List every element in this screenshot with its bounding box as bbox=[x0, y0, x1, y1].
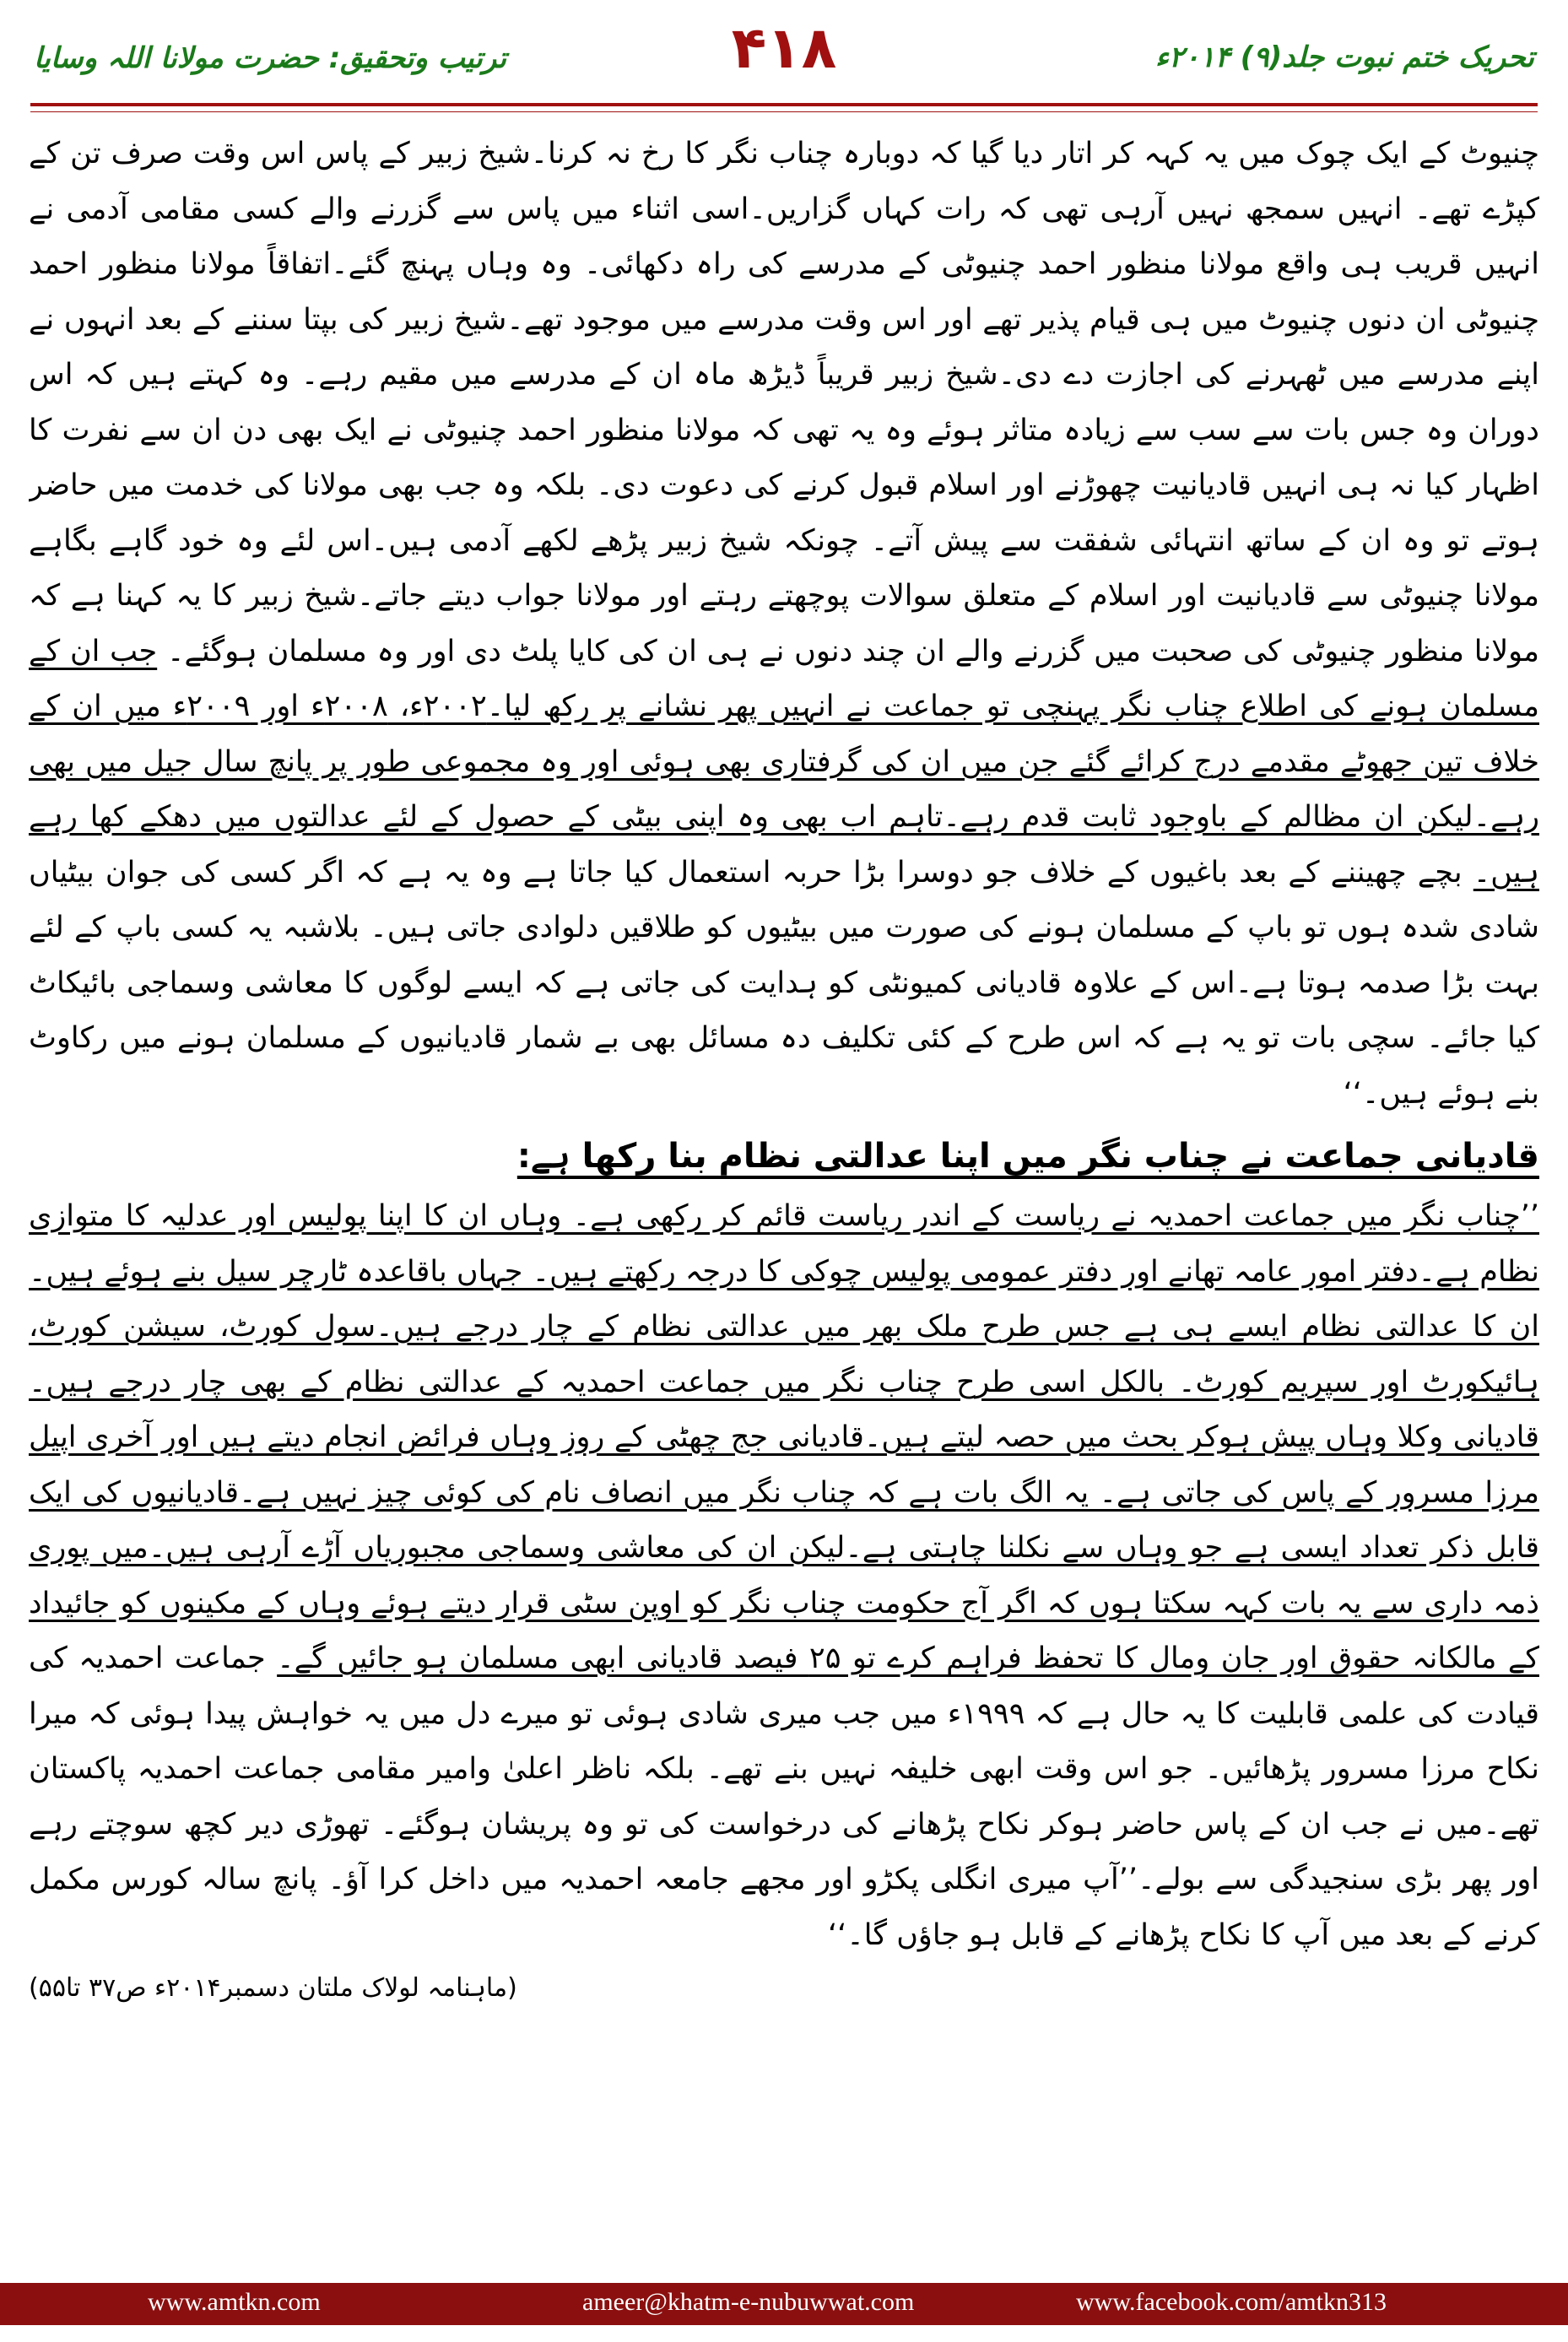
paragraph-1-text: چنیوٹ کے ایک چوک میں یہ کہہ کر اتار دیا گیا کہ دوبارہ چناب نگر کا رخ نہ کرنا۔شیخ زبیر کے پاس اس وقت صرف تن کے کپڑے تھے۔ انہیں سمجھ نہیں آرہی تھی کہ رات کہاں گزاریں۔اسی اثناء میں پاس سے گزرنے والے کسی مقامی آدمی نے انہیں قریب ہی واقع مولانا منظور احمد چنیوٹی کے مدرسے کی راہ دکھائی۔ وہ وہاں پہنچ گئے۔اتفاقاً مولانا منظور احمد چنیوٹی ان دنوں چنیوٹ میں ہی قیام پذیر تھے اور اس وقت مدرسے میں موجود تھے۔شیخ زبیر کی بپتا سننے کے بعد انہوں نے اپنے مدرسے میں ٹھہرنے کی اجازت دے دی۔شیخ زبیر قریباً ڈیڑھ ماہ ان کے مدرسے میں مقیم رہے۔ وہ کہتے ہیں کہ اس دوران وہ جس بات سے سب سے زیادہ متاثر ہوئے وہ یہ تھی کہ مولانا منظور احمد چنیوٹی نے ایک بھی دن ان سے نفرت کا اظہار کیا نہ ہی انہیں قادیانیت چھوڑنے اور اسلام قبول کرنے کی دعوت دی۔ بلکہ وہ جب بھی مولانا کی خدمت میں حاضر ہوتے تو وہ ان کے ساتھ انتہائی شفقت سے پیش آتے۔ چونکہ شیخ زبیر پڑھے لکھے آدمی ہیں۔اس لئے وہ خود گاہے بگاہے مولانا چنیوٹی سے قادیانیت اور اسلام کے متعلق سوالات پوچھتے رہتے اور مولانا جواب دیتے جاتے۔شیخ زبیر کا یہ کہنا ہے کہ مولانا منظور چنیوٹی کی صحبت میں گزرنے والے ان چند دنوں نے ہی ان کی کایا پلٹ دی اور وہ مسلمان ہوگئے۔ bbox=[29, 137, 1539, 668]
email-link[interactable]: ameer@khatm-e-nubuwwat.com bbox=[582, 2288, 915, 2316]
book-title: تحریک ختم نبوت جلد(۹) ۲۰۱۴ء bbox=[1154, 41, 1534, 74]
page-body bbox=[29, 127, 1539, 2249]
page-number: ۴۱۸ bbox=[731, 15, 837, 82]
paragraph-2-underlined: ’’چناب نگر میں جماعت احمدیہ نے ریاست کے اندر ریاست قائم کر رکھی ہے۔ وہاں ان کا اپنا پولیس اور عدلیہ کا متوازی نظام ہے۔دفتر امور عامہ تھانے اور دفتر عمومی پولیس چوکی کا درجہ رکھتے ہیں۔ جہاں باقاعدہ ٹارچر سیل بنے ہوئے ہیں۔ان کا عدالتی نظام ایسے ہی ہے جس طرح ملک بھر میں عدالتی نظام کے چار درجے ہیں۔سول کورٹ، سیشن کورٹ، ہائیکورٹ اور سپریم کورٹ۔ بالکل اسی طرح چناب نگر میں جماعت احمدیہ کے عدالتی نظام کے بھی چار درجے ہیں۔قادیانی وکلا وہاں پیش ہوکر بحث میں حصہ لیتے ہیں۔قادیانی جج چھٹی کے روز وہاں فرائض انجام دیتے ہیں اور آخری اپیل مرزا مسرور کے پاس کی جاتی ہے۔ یہ الگ بات ہے کہ چناب نگر میں انصاف نام کی کوئی چیز نہیں ہے۔قادیانیوں کی ایک قابل ذکر تعداد ایسی ہے جو وہاں سے نکلنا چاہتی ہے۔لیکن ان کی معاشی وسماجی مجبوریاں آڑے آرہی ہیں۔میں پوری ذمہ داری سے یہ بات کہہ سکتا ہوں کہ اگر آج حکومت چناب نگر کو اوپن سٹی قرار دیتے ہوئے وہاں کے مکینوں کو جائیداد کے مالکانہ حقوق اور جان ومال کا تحفظ فراہم کرے تو ۲۵ فیصد قادیانی ابھی مسلمان ہو جائیں گے۔ bbox=[29, 1199, 1539, 1675]
page-footer bbox=[0, 2283, 1568, 2325]
body-paragraph-2 bbox=[29, 1189, 1539, 1963]
page-header bbox=[0, 0, 1568, 127]
header-rule bbox=[30, 103, 1538, 106]
source-reference: (ماہنامہ لولاک ملتان دسمبر۲۰۱۴ء ص۳۷ تا۵۵) bbox=[29, 1973, 517, 2003]
compiler-credit: ترتیب وتحقیق: حضرت مولانا اللہ وسایا bbox=[34, 41, 507, 75]
paragraph-2-rest: جماعت احمدیہ کی قیادت کی علمی قابلیت کا یہ حال ہے کہ ۱۹۹۹ء میں جب میری شادی ہوئی تو میرے دل میں یہ خواہش پیدا ہوئی کہ میرا نکاح مرزا مسرور پڑھائیں۔ جو اس وقت ابھی خلیفہ نہیں بنے تھے۔ بلکہ ناظر اعلیٰ وامیر مقامی جماعت احمدیہ پاکستان تھے۔میں نے جب ان کے پاس حاضر ہوکر نکاح پڑھانے کی درخواست کی تو وہ پریشان ہوگئے۔ تھوڑی دیر کچھ سوچتے رہے اور پھر بڑی سنجیدگی سے بولے۔’’آپ میری انگلی پکڑو اور مجھے جامعہ احمدیہ میں داخل کرا آؤ۔ پانچ سالہ کورس مکمل کرنے کے بعد میں آپ کا نکاح پڑھانے کے قابل ہو جاؤں گا۔‘‘ bbox=[29, 1642, 1539, 1952]
facebook-link[interactable]: www.facebook.com/amtkn313 bbox=[1076, 2288, 1387, 2316]
website-link[interactable]: www.amtkn.com bbox=[148, 2288, 321, 2316]
paragraph-1-end: بچے چھیننے کے بعد باغیوں کے خلاف جو دوسرا بڑا حربہ استعمال کیا جاتا ہے وہ یہ ہے کہ اگر کسی کی جوان بیٹیاں شادی شدہ ہوں تو باپ کے مسلمان ہونے کی صورت میں بیٹیوں کو طلاقیں دلوادی جاتی ہیں۔ بلاشبہ یہ کسی باپ کے لئے بہت بڑا صدمہ ہوتا ہے۔اس کے علاوہ قادیانی کمیونٹی کو ہدایت کی جاتی ہے کہ ایسے لوگوں کا معاشی وسماجی بائیکاٹ کیا جائے۔ سچی بات تو یہ ہے کہ اس طرح کے کئی تکلیف دہ مسائل بھی بے شمار قادیانیوں کے مسلمان ہونے میں رکاوٹ بنے ہوئے ہیں۔‘‘ bbox=[29, 855, 1539, 1111]
header-rule-thin bbox=[30, 111, 1538, 112]
section-heading: قادیانی جماعت نے چناب نگر میں اپنا عدالتی نظام بنا رکھا ہے: bbox=[516, 1137, 1539, 1176]
body-paragraph-1 bbox=[29, 127, 1539, 1122]
paragraph-1-underlined: جب ان کے مسلمان ہونے کی اطلاع چناب نگر پہنچی تو جماعت نے انہیں پھر نشانے پر رکھ لیا۔۲۰۰۲ء، ۲۰۰۸ء اور ۲۰۰۹ء میں ان کے خلاف تین جھوٹے مقدمے درج کرائے گئے جن میں ان کی گرفتاری بھی ہوئی اور وہ مجموعی طور پر پانچ سال جیل میں بھی رہے۔لیکن ان مظالم کے باوجود ثابت قدم رہے۔تاہم اب بھی وہ اپنی بیٹی کے حصول کے لئے عدالتوں میں دھکے کھا رہے ہیں۔ bbox=[29, 634, 1539, 890]
